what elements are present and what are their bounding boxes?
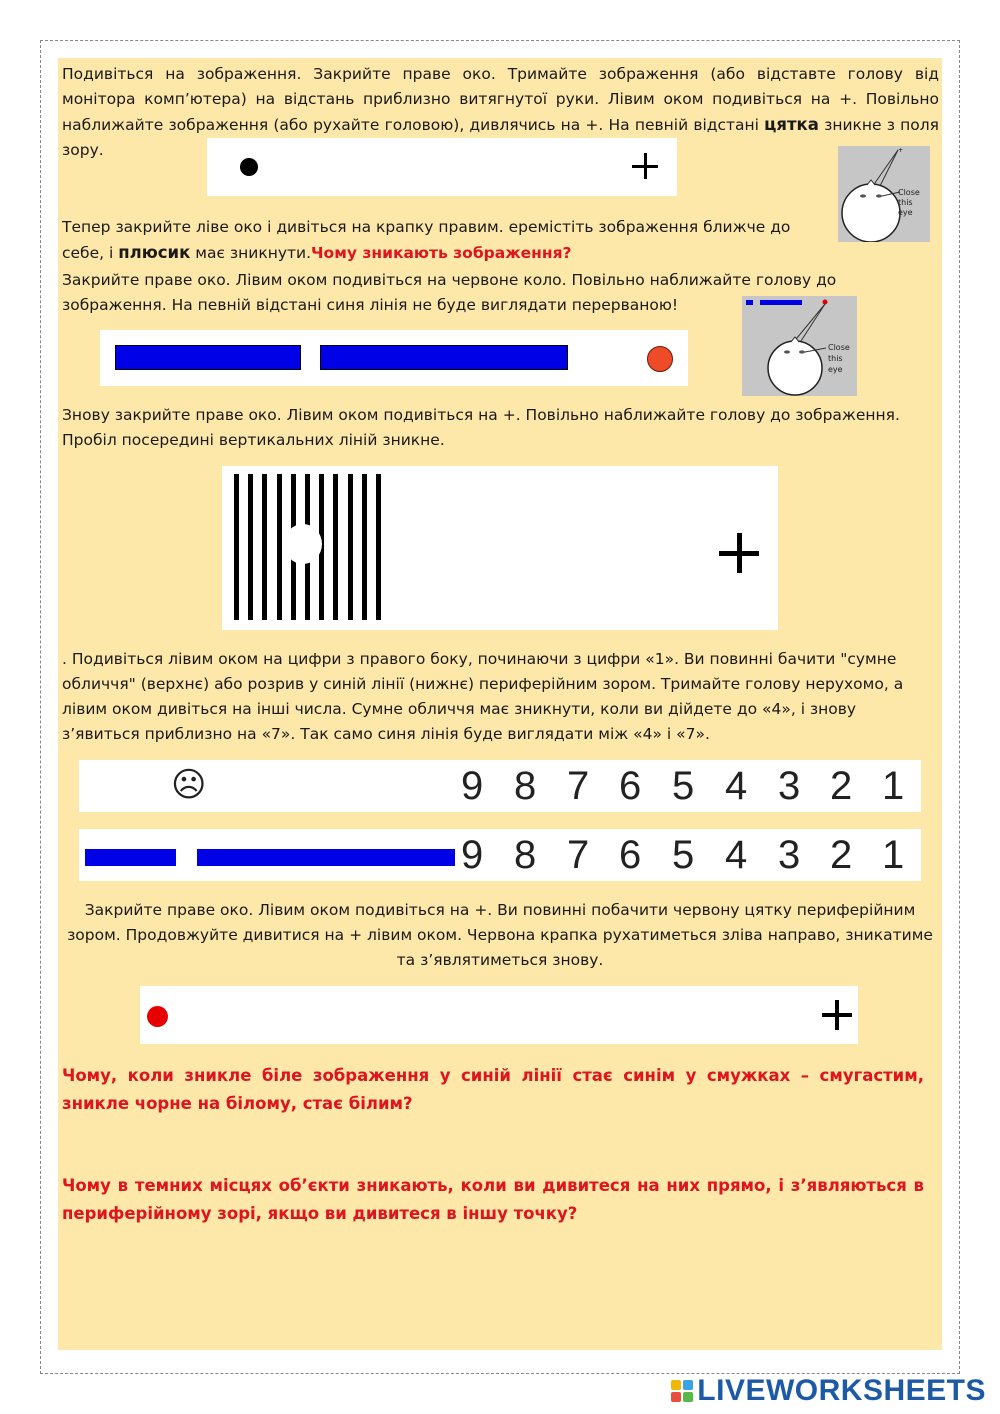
vertical-line — [333, 474, 338, 620]
blind-spot-dot-figure — [207, 138, 677, 196]
sad-face-icon: ☹ — [171, 765, 207, 805]
blue-line-numbers-figure — [79, 829, 921, 881]
sequence-number-5: 5 — [672, 764, 695, 808]
liveworksheets-logo[interactable] — [671, 1374, 986, 1408]
broken-line-figure — [100, 330, 688, 386]
sequence-number-6: 6 — [619, 833, 642, 877]
sequence-number-7: 7 — [567, 833, 590, 877]
sequence-number-3: 3 — [778, 833, 801, 877]
vertical-line — [348, 474, 353, 620]
vertical-line — [234, 474, 239, 620]
head-diagram-1 — [838, 146, 930, 242]
liveworksheets-logo-text: LIVEWORKSHEETS — [697, 1374, 986, 1407]
sequence-number-8: 8 — [514, 833, 537, 877]
plus-icon — [822, 1000, 852, 1030]
instruction-paragraph-3: Закрийте праве око. Лівим оком подивіться на червоне коло. Повільно наближайте голову до зображення. На певній відстані синя лінія не буде виглядати перерваною! — [62, 271, 837, 314]
blue-line-right — [197, 849, 455, 866]
sequence-number-4: 4 — [725, 764, 748, 808]
plus-icon — [719, 533, 759, 573]
sequence-number-8: 8 — [514, 764, 537, 808]
svg-text:+: + — [898, 147, 904, 154]
white-gap-circle — [284, 524, 322, 564]
sequence-number-3: 3 — [778, 764, 801, 808]
instruction-paragraph-4: Знову закрийте праве око. Лівим оком подивіться на +. Повільно наближайте голову до зображення. Пробіл посередині вертикальних ліній зникне. — [62, 406, 900, 449]
black-dot — [240, 158, 258, 176]
sequence-number-9: 9 — [461, 764, 484, 808]
plus-icon — [632, 153, 658, 179]
dot-word: цятка — [764, 115, 819, 134]
why-images-disappear-question: Чому зникають зображення? — [311, 244, 572, 262]
blue-line-right — [320, 345, 568, 370]
sequence-number-1: 1 — [882, 764, 905, 808]
red-circle — [647, 346, 673, 372]
sad-face-numbers-figure — [79, 760, 921, 812]
question-2: Чому в темних місцях об’єкти зникають, коли ви дивитеся на них прямо, і з’являються в периферійному зорі, якщо ви дивитеся в іншу точку? — [62, 1176, 924, 1223]
instruction-paragraph-6: Закрийте праве око. Лівим оком подивіться на +. Ви повинні побачити червону цятку периферійним зором. Продовжуйте дивитися на + лівим оком. Червона крапка рухатиметься зліва направо, зникатиме та з’являтиметься знову. — [67, 901, 933, 969]
vertical-line — [277, 474, 282, 620]
head-diagram-2 — [742, 296, 857, 396]
sequence-number-2: 2 — [830, 764, 853, 808]
sequence-number-1: 1 — [882, 833, 905, 877]
blue-line-left — [115, 345, 301, 370]
sequence-number-9: 9 — [461, 833, 484, 877]
instruction-paragraph-2: Тепер закрийте ліве око і дивіться на крапку правим. еремістіть зображення ближче до себе, і плюсик має зникнути.Чому зникають зображення? — [62, 218, 791, 262]
sequence-number-6: 6 — [619, 764, 642, 808]
sequence-number-2: 2 — [830, 833, 853, 877]
sequence-number-5: 5 — [672, 833, 695, 877]
plus-word: плюсик — [118, 243, 191, 262]
close-this-eye-label: Close this eye — [898, 188, 920, 217]
moving-red-dot-figure — [140, 986, 858, 1044]
close-this-eye-label: Close this eye — [828, 343, 850, 374]
vertical-line — [376, 474, 381, 620]
question-1: Чому, коли зникле біле зображення у синій лінії стає синім у смужках – смугастим, зникле чорне на білому, стає білим? — [62, 1066, 924, 1113]
vertical-line — [362, 474, 367, 620]
instruction-paragraph-1: Подивіться на зображення. Закрийте праве око. Тримайте зображення (або відставте голову від монітора комп’ютера) на відстань приблизно витягнутої руки. Лівим оком подивіться на +. Повільно наближайте зображення (або рухайте головою), дивлячись на +. На певній відстані цятка зникне з поля зору. — [62, 65, 939, 159]
red-dot — [147, 1006, 168, 1027]
sequence-number-7: 7 — [567, 764, 590, 808]
vertical-lines-figure — [222, 466, 778, 630]
vertical-line — [262, 474, 267, 620]
liveworksheets-logo-icon — [671, 1380, 693, 1402]
sequence-number-4: 4 — [725, 833, 748, 877]
vertical-line — [248, 474, 253, 620]
blue-line-left — [85, 849, 176, 866]
instruction-paragraph-5: . Подивіться лівим оком на цифри з правого боку, починаючи з цифри «1». Ви повинні бачити "сумне обличчя" (верхнє) або розрив у синій лінії (нижнє) периферійним зором. Тримайте голову нерухомо, а лівим оком дивіться на інші числа. Сумне обличчя має зникнути, коли ви дійдете до «4», і знову з’явиться приблизно на «7». Так само синя лінія буде виглядати між «4» і «7». — [62, 650, 904, 743]
